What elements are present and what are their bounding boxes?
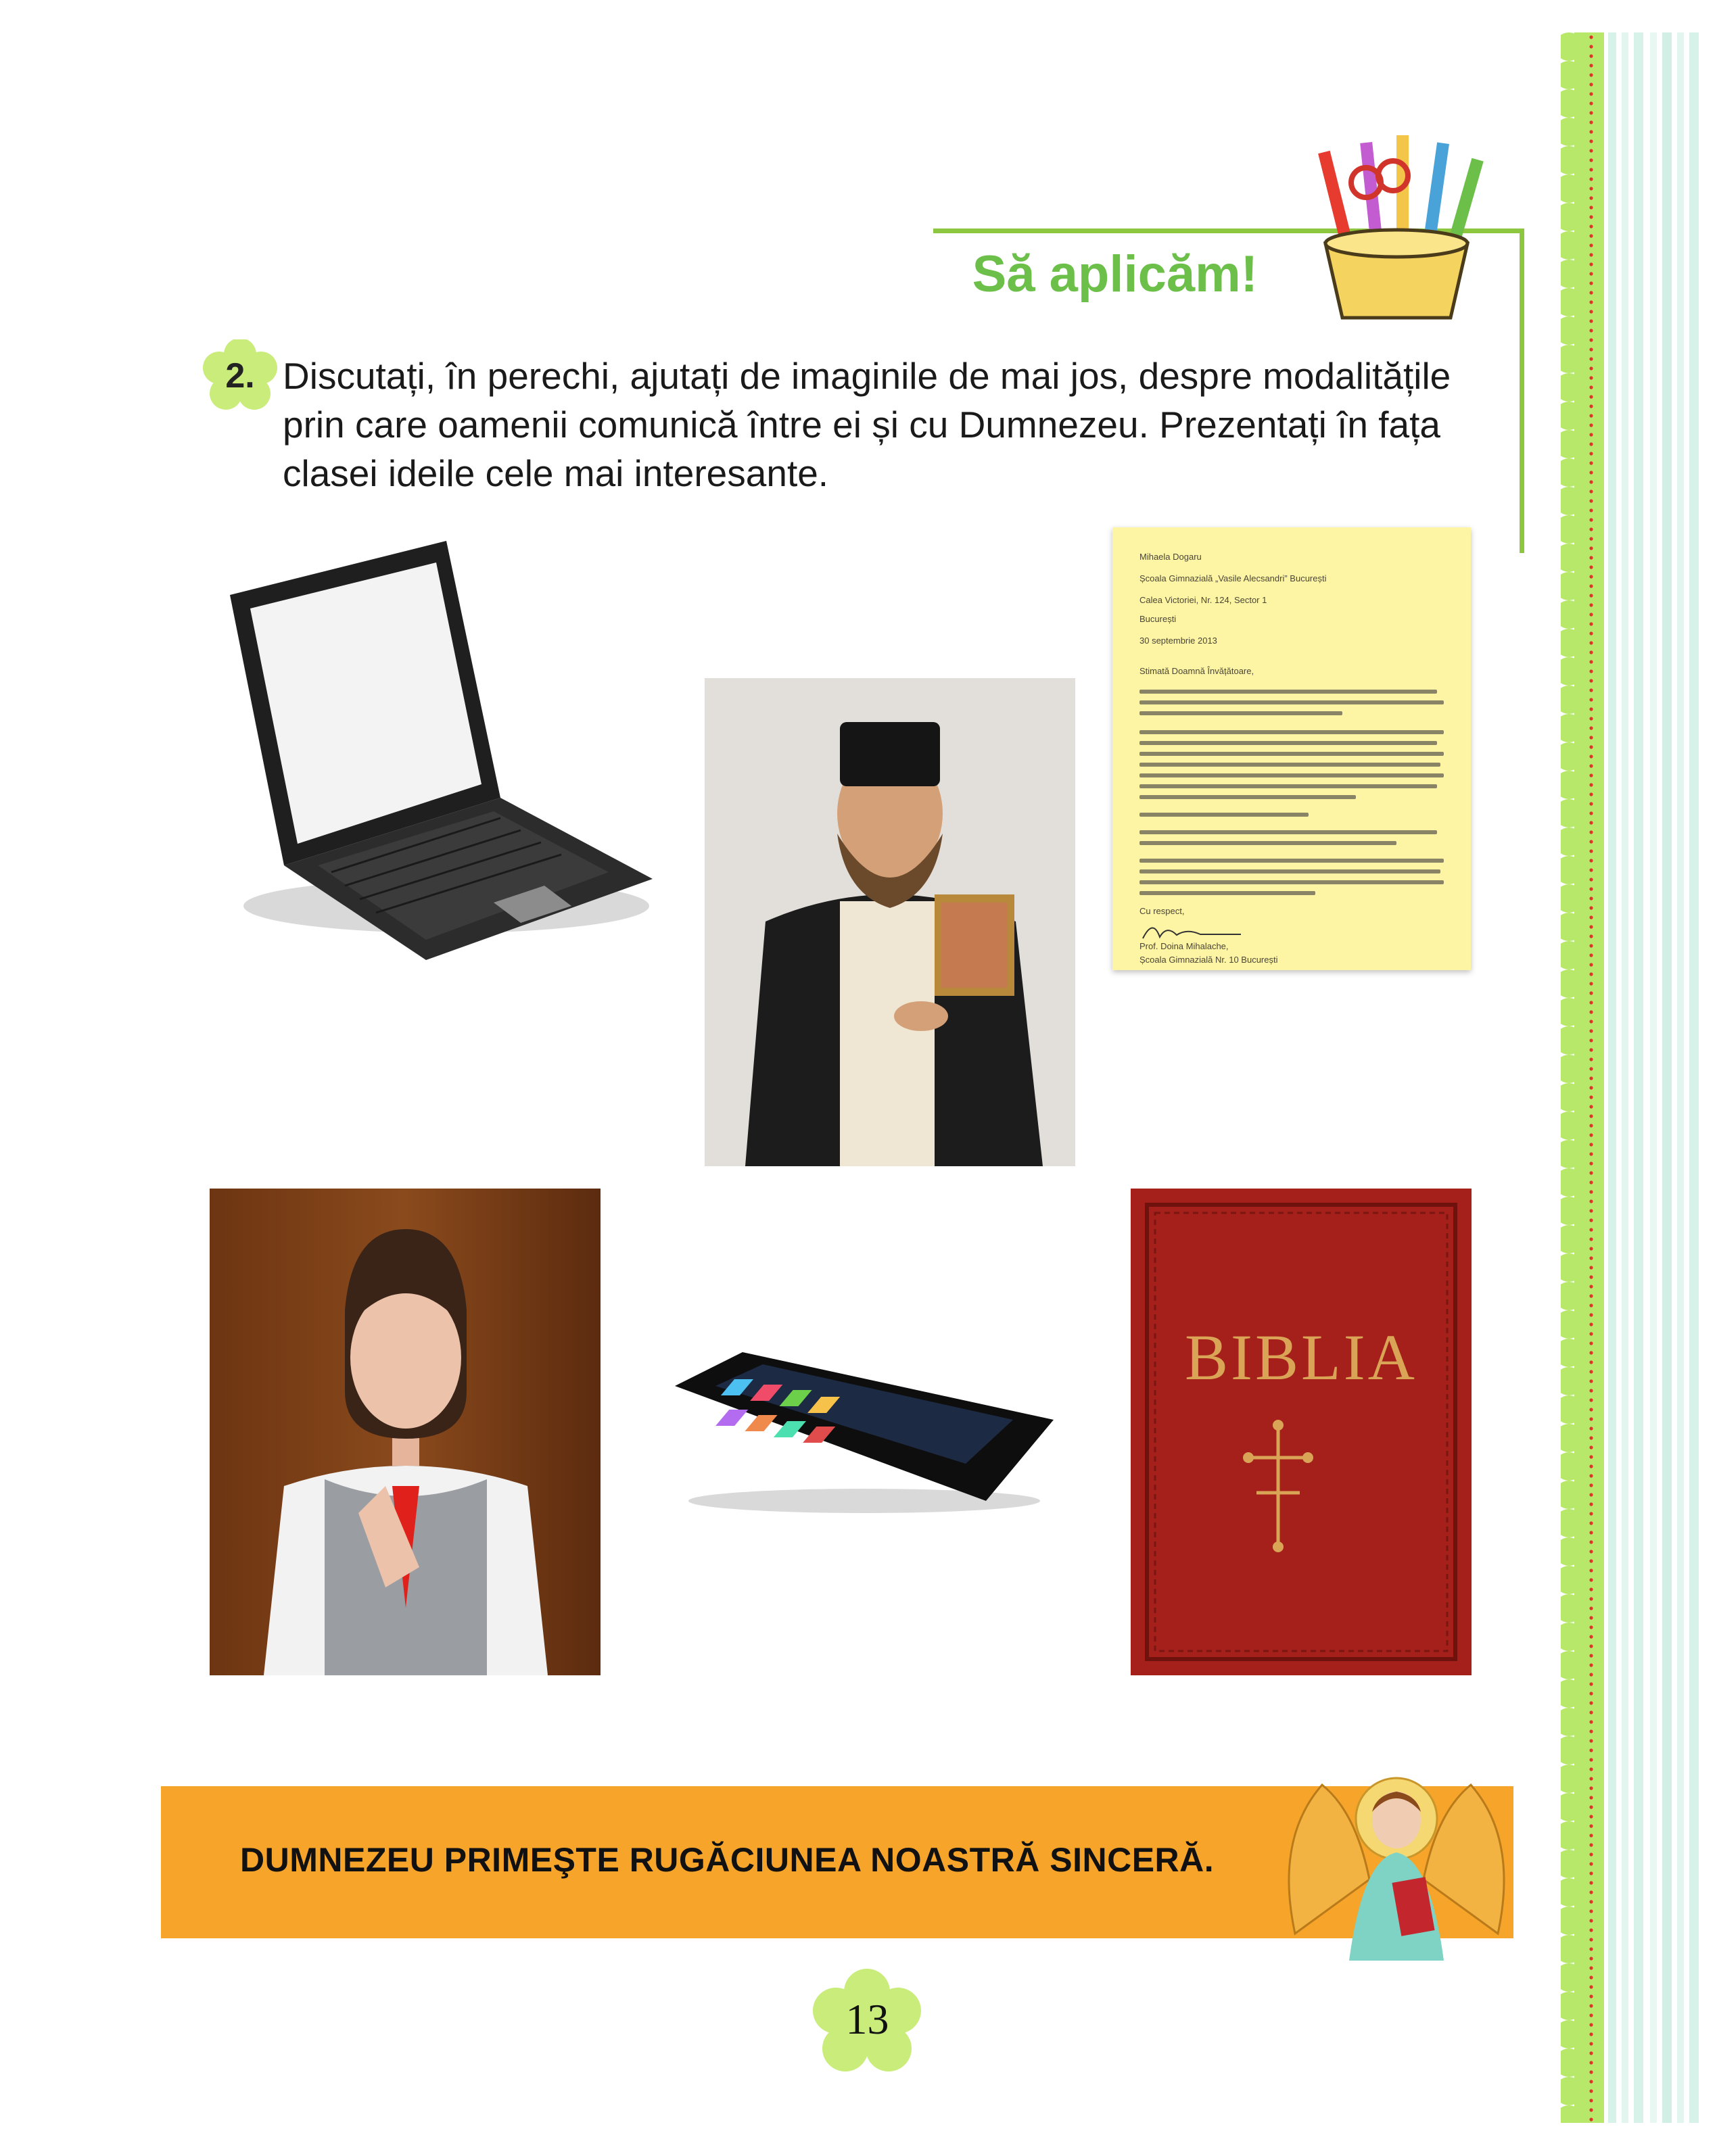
exercise-number: 2. [225, 356, 255, 396]
letter-line: Stimată Doamnă Învățătoare, [1139, 666, 1254, 676]
letter-line: Școala Gimnazială „Vasile Alecsandri” București [1139, 573, 1327, 583]
letter-line: Prof. Doina Mihalache, [1139, 941, 1229, 951]
section-title: Să aplicăm! [972, 245, 1258, 303]
girl-praying-photo [210, 1189, 601, 1675]
smartphone-image [661, 1345, 1067, 1521]
page-number: 13 [845, 1995, 889, 2043]
scalloped-page-border [1561, 32, 1717, 2123]
laptop-image [203, 527, 676, 974]
exercise-instructions: Discutați, în perechi, ajutați de imaginile de mai jos, despre modalitățile prin care oamenii comunică între ei și cu Dumnezeu. Prezentați în fața clasei ideile cele mai interesante. [283, 355, 1451, 494]
letter-line: Școala Gimnazială Nr. 10 București [1139, 955, 1278, 965]
letter-line: București [1139, 614, 1177, 624]
angel-illustration-icon [1268, 1758, 1525, 1961]
header-rule-vertical [1520, 229, 1524, 553]
pencil-cup-icon [1285, 135, 1508, 325]
handwritten-letter-image [1112, 527, 1471, 970]
motto-text: DUMNEZEU PRIMEŞTE RUGĂCIUNEA NOASTRĂ SINCERĂ. [240, 1841, 1215, 1879]
priest-with-icon-photo [705, 678, 1075, 1166]
letter-line: 30 septembrie 2013 [1139, 636, 1217, 646]
letter-line: Calea Victoriei, Nr. 124, Sector 1 [1139, 595, 1267, 605]
letter-line: Mihaela Dogaru [1139, 552, 1202, 562]
letter-line: Cu respect, [1139, 906, 1185, 916]
bible-cover-image [1131, 1189, 1472, 1675]
bible-title: BIBLIA [1185, 1321, 1417, 1393]
